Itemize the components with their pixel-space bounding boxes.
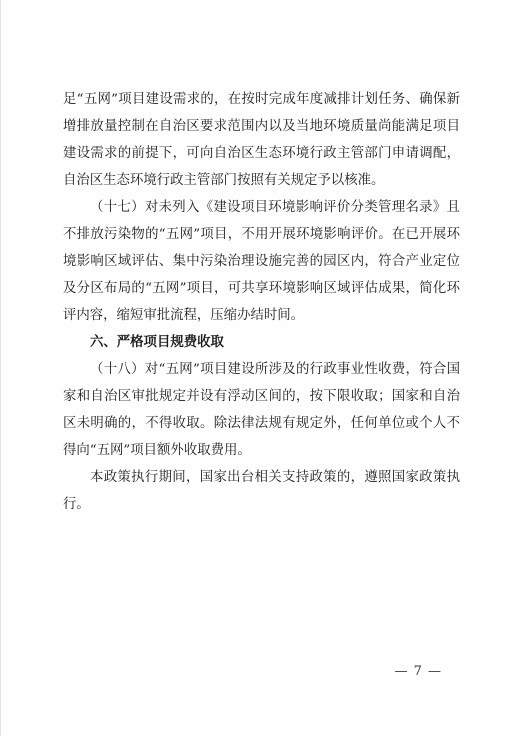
paragraph-policy-note: 本政策执行期间，国家出台相关支持政策的，遵照国家政策执行。: [63, 470, 460, 512]
section-heading: 六、严格项目规费收取: [90, 335, 224, 350]
paragraph-item-17: （十七）对未列入《建设项目环境影响评价分类管理名录》且不排放污染物的“五网”项目，不用开展环境影响评价。在已开展环境影响区域评估、集中污染治理设施完善的园区内，符合产业定位及分区布局的“五网”项目，可共享环境影响区域评估成果，简化环评内容，缩短审批流程，压缩办结时间。: [63, 200, 460, 323]
paragraph-continued: 足“五网”项目建设需求的，在按时完成年度减排计划任务、确保新增排放量控制在自治区要求范围内以及当地环境质量尚能满足项目建设需求的前提下，可向自治区生态环境行政主管部门申请调配，自治区生态环境行政主管部门按照有关规定予以核准。: [63, 92, 460, 188]
paragraph-item-18: （十八）对“五网”项目建设所涉及的行政事业性收费，符合国家和自治区审批规定并设有浮动区间的，按下限收取；国家和自治区未明确的，不得收取。除法律法规有规定外，任何单位或个人不得向“五网”项目额外收取费用。: [63, 362, 460, 458]
page-number: — 7 —: [394, 664, 442, 679]
document-body: [63, 86, 460, 518]
